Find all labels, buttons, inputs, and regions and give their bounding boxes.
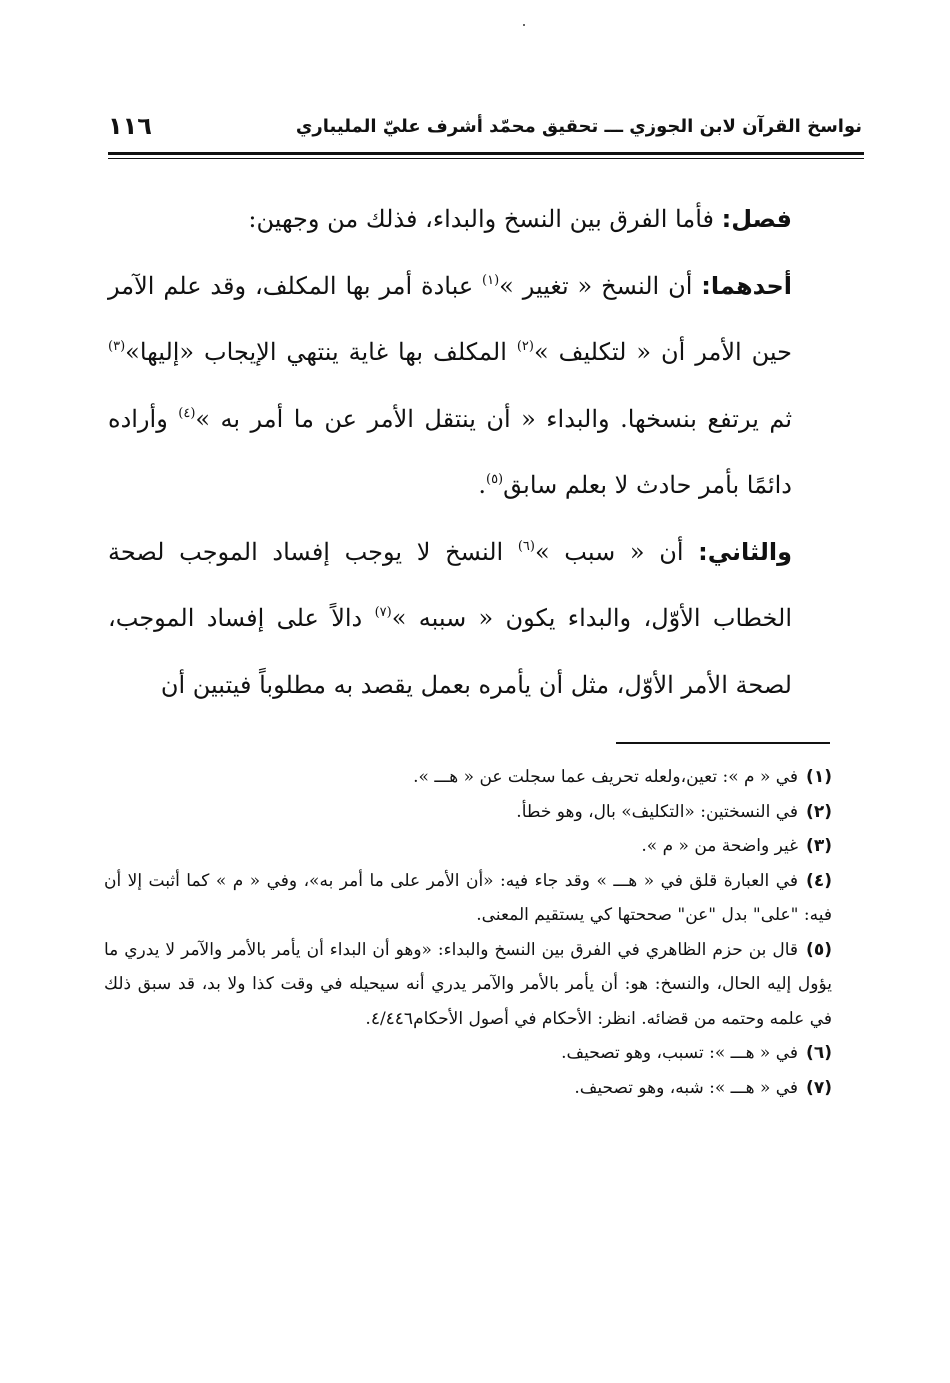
scan-speck bbox=[523, 24, 525, 26]
lead-word: والثاني: bbox=[698, 537, 792, 566]
footnote-number: (١) bbox=[806, 767, 832, 787]
footnote-number: (٣) bbox=[806, 836, 832, 856]
footnote-marker[interactable]: (٧) bbox=[374, 605, 392, 620]
footnote bbox=[104, 1071, 832, 1106]
footnote-text: في « هـــ »: شبه، وهو تصحيف. bbox=[574, 1077, 799, 1098]
footnote-number: (٥) bbox=[806, 939, 832, 960]
footnote-number: (٧) bbox=[806, 1077, 832, 1098]
footnote-marker[interactable]: (٣) bbox=[108, 339, 126, 354]
footnote-number: (٤) bbox=[806, 870, 832, 891]
footnote-text: غير واضحة من « م ». bbox=[641, 836, 799, 856]
paragraph-text: وأراده دائمًا بأمر حادث لا بعلم سابق bbox=[108, 404, 792, 499]
footnote bbox=[104, 760, 832, 795]
header-rule-thin bbox=[108, 158, 864, 159]
footnote bbox=[104, 933, 832, 1037]
footnote bbox=[104, 864, 832, 933]
paragraph-first-aspect bbox=[108, 253, 830, 519]
footnote bbox=[104, 1036, 832, 1071]
footnote-marker[interactable]: (٢) bbox=[516, 339, 534, 354]
paragraph-text: النسخ لا يوجب إفساد الموجب لصحة الخطاب الأوّل، والبداء يكون « سببه » bbox=[108, 537, 792, 632]
footnote-text: قال بن حزم الظاهري في الفرق بين النسخ والبداء: «وهو أن البداء أن يأمر بالأمر والآمر لا يدري ما يؤول إليه الحال، والنسخ: هو: أن يأمر بالأمر والآمر يدري أنه سيحيله في وقت كذا ولا بد، قد سبق ذلك في علمه وحتمه من قضائه. انظر: الأحكام في أصول الأحكام٤/٤٤٦. bbox=[104, 939, 832, 1029]
paragraph-text: دالاً على إفساد الموجب، لصحة الأمر الأوّل، مثل أن يأمره بعمل يقصد به مطلوباً فيتبين أن bbox=[108, 604, 792, 699]
footnote-text: في « م »: تعين،ولعله تحريف عما سجلت عن « هـــ ». bbox=[413, 767, 799, 787]
footnote-text: في « هـــ »: تسبب، وهو تصحيف. bbox=[561, 1043, 799, 1063]
footnote-marker[interactable]: (٦) bbox=[517, 538, 535, 554]
paragraph-text: ثم يرتفع بنسخها. والبداء « أن ينتقل الأمر عن ما أمر به » bbox=[195, 404, 792, 433]
page-number: ١١٦ bbox=[108, 112, 152, 140]
paragraph-text: أن النسخ « تغيير » bbox=[499, 271, 702, 300]
lead-word: فصل: bbox=[721, 205, 792, 233]
paragraph-section bbox=[108, 186, 830, 253]
footnotes bbox=[104, 760, 832, 1105]
footnote-marker[interactable]: (٥) bbox=[485, 472, 504, 487]
footnote-marker[interactable]: (٤) bbox=[178, 405, 196, 421]
footnote-marker[interactable]: (١) bbox=[482, 272, 500, 288]
paragraph-text: فأما الفرق بين النسخ والبداء، فذلك من وجهين: bbox=[248, 205, 722, 233]
footnote bbox=[104, 795, 832, 830]
paragraph-text: عبادة أمر بها المكلف، وقد علم الآمر حين الأمر أن « لتكليف » bbox=[108, 271, 793, 366]
paragraph-second-aspect bbox=[108, 519, 830, 719]
paragraph-text: أن « سبب » bbox=[534, 537, 699, 566]
footnote-number: (٢) bbox=[806, 801, 832, 822]
footnote-separator bbox=[616, 742, 830, 744]
paragraph-text: . bbox=[478, 471, 486, 499]
lead-word: أحدهما: bbox=[701, 271, 792, 300]
header-rule-thick bbox=[108, 152, 864, 155]
running-header bbox=[108, 112, 862, 152]
footnote-number: (٦) bbox=[806, 1043, 832, 1063]
header-title: نواسخ القرآن لابن الجوزي ـــ تحقيق محمّد أشرف عليّ المليباري bbox=[295, 116, 862, 137]
main-text bbox=[108, 186, 830, 718]
footnote-text: في النسختين: «التكليف» بال، وهو خطأ. bbox=[516, 801, 799, 822]
footnote-text: في العبارة قلق في « هـــ » وقد جاء فيه: «أن الأمر على ما أمر به»، وفي « م » كما أثبت إلا أن فيه: "على" بدل "عن" صححتها كي يستقيم المعنى. bbox=[104, 870, 832, 925]
footnote bbox=[104, 829, 832, 864]
paragraph-text: المكلف بها غاية ينتهي الإيجاب «إليها» bbox=[125, 338, 517, 366]
